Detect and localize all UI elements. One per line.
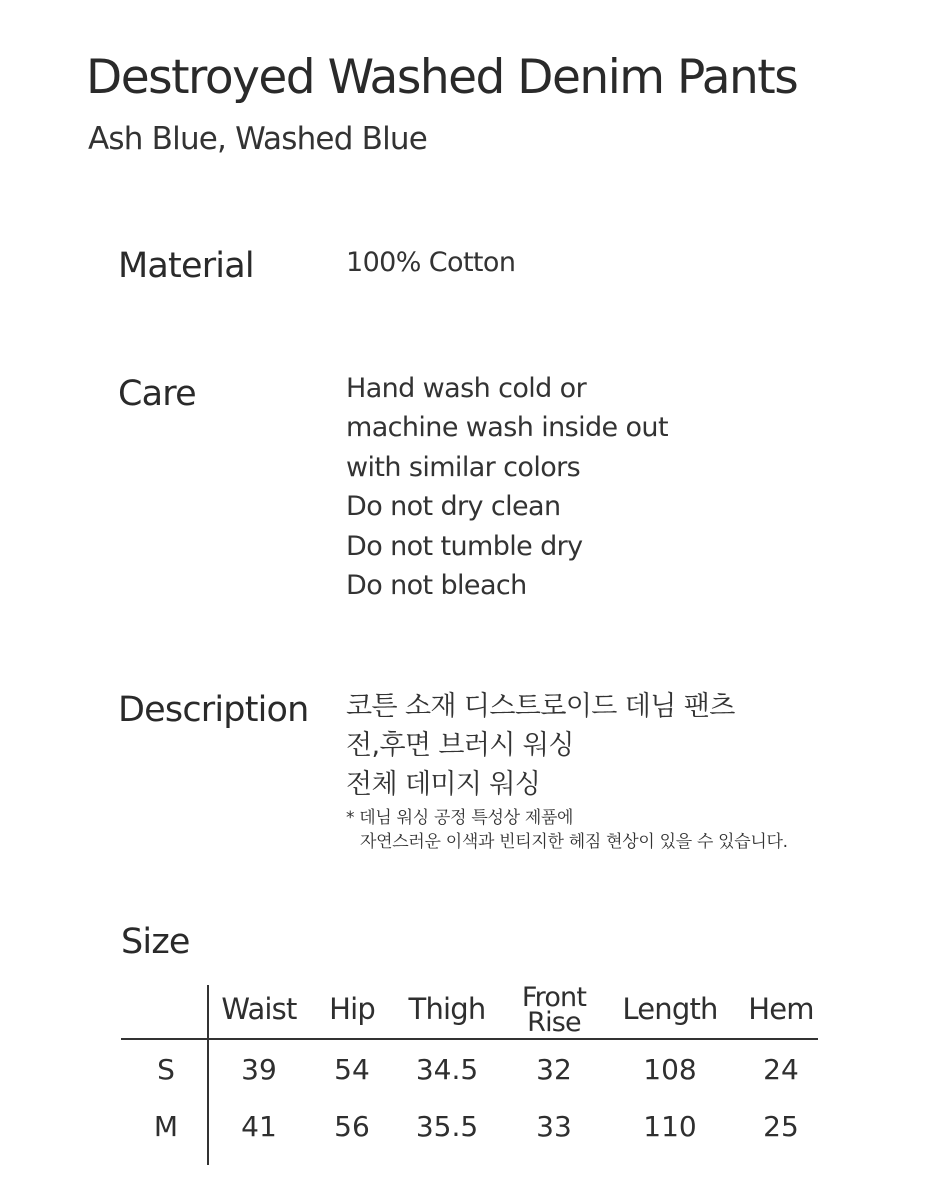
description-note [346,806,788,854]
care-line: Do not tumble dry [346,530,583,562]
table-cell: 24 [763,1053,799,1086]
col-header-hem: Hem [748,992,814,1026]
table-cell: 56 [334,1110,370,1143]
table-cell: 41 [241,1110,277,1143]
col-header-length: Length [622,992,718,1026]
table-cell: 108 [643,1053,697,1086]
care-line: with similar colors [346,451,581,483]
note-line: 자연스러운 이색과 빈티지한 헤짐 현상이 있을 수 있습니다. [360,832,788,852]
care-line: Hand wash cold or [346,373,587,404]
col-header-front-rise [521,982,587,1038]
description-label: Description [118,690,309,730]
row-size-label: S [157,1053,175,1086]
table-vertical-divider [207,985,209,1165]
table-cell: 39 [241,1053,277,1086]
size-label: Size [121,922,190,962]
table-cell: 25 [763,1110,799,1143]
care-line: machine wash inside out [346,412,668,444]
row-size-label: M [153,1110,179,1143]
care-line: Do not dry clean [346,491,561,523]
table-cell: 54 [334,1053,370,1086]
material-label: Material [118,246,254,286]
table-cell: 34.5 [415,1053,479,1086]
product-title: Destroyed Washed Denim Pants [86,50,798,105]
care-label: Care [118,374,196,414]
product-colors: Ash Blue, Washed Blue [88,121,428,157]
description-line: 전,후면 브러시 워싱 [346,730,574,761]
material-value: 100% Cotton [346,247,516,278]
col-header-thigh: Thigh [408,992,486,1026]
table-cell: 110 [643,1110,697,1143]
description-line: 코튼 소재 디스트로이드 데님 팬츠 [346,691,735,722]
table-cell: 32 [536,1053,572,1086]
care-instructions [346,369,668,605]
note-line: * 데님 워싱 공정 특성상 제품에 [346,808,574,828]
col-header-hip: Hip [329,992,375,1026]
description-text [346,687,735,804]
col-header-front: Front [521,982,587,1013]
table-cell: 35.5 [415,1110,479,1143]
col-header-rise: Rise [527,1007,581,1038]
table-cell: 33 [536,1110,572,1143]
table-horizontal-divider [121,1038,818,1040]
description-line: 전체 데미지 워싱 [346,769,541,800]
col-header-waist: Waist [221,992,297,1026]
care-line: Do not bleach [346,570,527,602]
